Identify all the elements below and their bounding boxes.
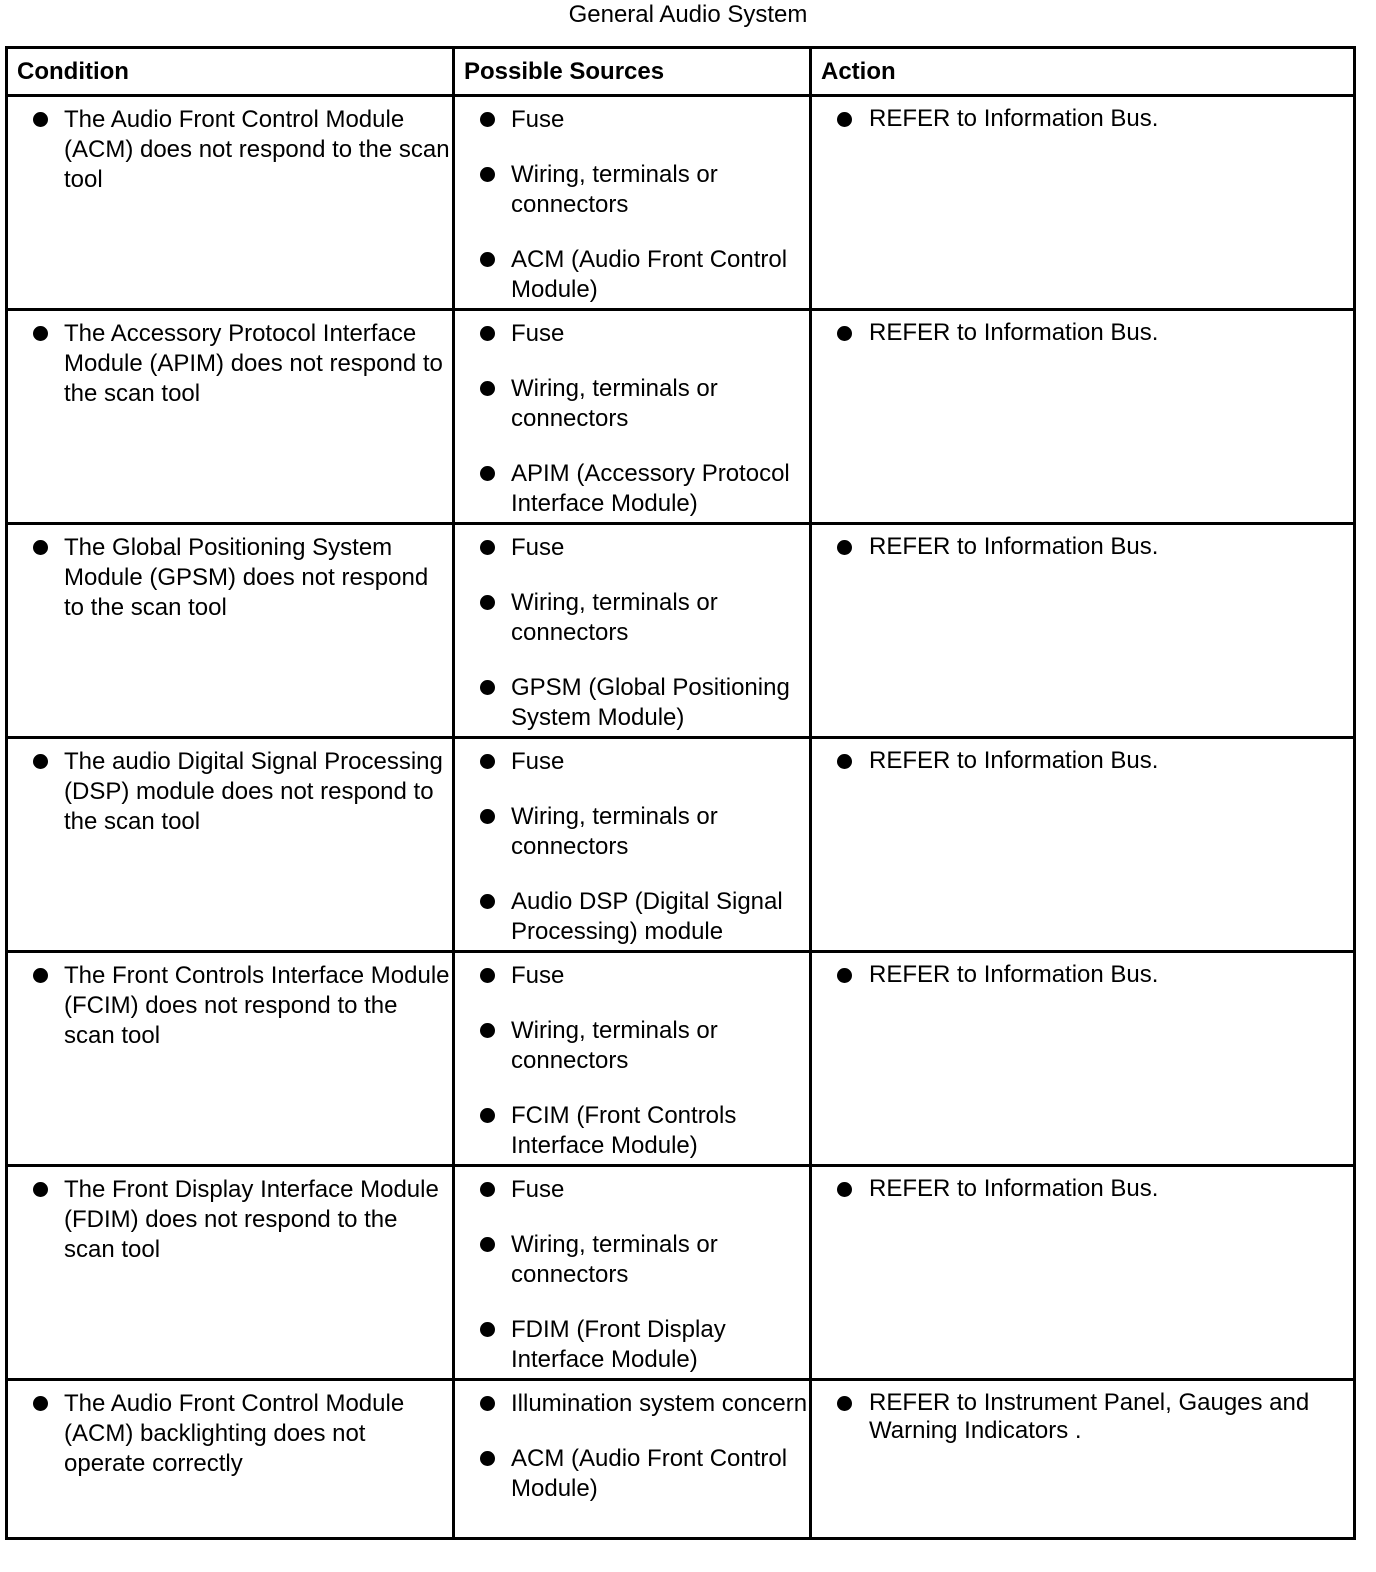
- source-text: Illumination system concern: [511, 1390, 808, 1417]
- table-row: [7, 524, 1355, 738]
- bullet-icon: [480, 326, 495, 341]
- source-text: Wiring, terminals or connectors: [511, 161, 718, 218]
- condition-item: [8, 533, 452, 623]
- sources-cell: [454, 1166, 811, 1380]
- action-link[interactable]: REFER to Information Bus.: [869, 533, 1159, 560]
- bullet-icon: [480, 167, 495, 182]
- source-text: Wiring, terminals or connectors: [511, 1231, 718, 1288]
- condition-item: [8, 1389, 452, 1479]
- action-item: [812, 533, 1353, 561]
- source-item: [455, 1389, 809, 1419]
- bullet-icon: [480, 1396, 495, 1411]
- bullet-icon: [480, 381, 495, 396]
- source-text: Wiring, terminals or connectors: [511, 1017, 718, 1074]
- source-text: Wiring, terminals or connectors: [511, 589, 718, 646]
- source-item: [455, 802, 809, 862]
- bullet-icon: [480, 1451, 495, 1466]
- action-item: [812, 319, 1353, 347]
- table-row: [7, 1166, 1355, 1380]
- source-item: [455, 105, 809, 135]
- condition-cell: [7, 96, 454, 310]
- diagnostic-table: [5, 46, 1356, 1540]
- column-header-action: Action: [811, 48, 1355, 96]
- sources-cell: [454, 524, 811, 738]
- source-item: [455, 374, 809, 434]
- column-header-possible-sources: Possible Sources: [454, 48, 811, 96]
- source-text: Wiring, terminals or connectors: [511, 803, 718, 860]
- bullet-icon: [480, 595, 495, 610]
- source-item: [455, 533, 809, 563]
- condition-cell: [7, 310, 454, 524]
- condition-cell: [7, 952, 454, 1166]
- source-item: [455, 673, 809, 733]
- action-cell: [811, 310, 1355, 524]
- bullet-icon: [33, 1396, 48, 1411]
- table-header-row: [7, 48, 1355, 96]
- bullet-icon: [480, 1322, 495, 1337]
- source-item: [455, 1016, 809, 1076]
- condition-text: The Front Controls Interface Module (FCIM) does not respond to the scan tool: [64, 962, 450, 1049]
- page-title: General Audio System: [568, 1, 808, 28]
- bullet-icon: [837, 1396, 852, 1411]
- source-item: [455, 887, 809, 947]
- bullet-icon: [480, 1237, 495, 1252]
- source-text: APIM (Accessory Protocol Interface Module): [511, 460, 790, 517]
- source-text: Fuse: [511, 1176, 565, 1203]
- sources-cell: [454, 1380, 811, 1539]
- table-row: [7, 310, 1355, 524]
- column-header-condition: Condition: [7, 48, 454, 96]
- table-row: [7, 952, 1355, 1166]
- action-link[interactable]: REFER to Information Bus.: [869, 319, 1159, 346]
- condition-text: The Accessory Protocol Interface Module (APIM) does not respond to the scan tool: [64, 320, 443, 407]
- condition-text: The Global Positioning System Module (GPSM) does not respond to the scan tool: [64, 534, 429, 621]
- bullet-icon: [33, 754, 48, 769]
- source-item: [455, 1230, 809, 1290]
- sources-cell: [454, 738, 811, 952]
- bullet-icon: [480, 1023, 495, 1038]
- condition-text: The Audio Front Control Module (ACM) backlighting does not operate correctly: [64, 1390, 405, 1477]
- action-link[interactable]: REFER to Information Bus.: [869, 747, 1159, 774]
- source-item: [455, 1101, 809, 1161]
- sources-cell: [454, 310, 811, 524]
- action-item: [812, 105, 1353, 133]
- source-item: [455, 747, 809, 777]
- source-text: Fuse: [511, 320, 565, 347]
- bullet-icon: [33, 1182, 48, 1197]
- source-item: [455, 1315, 809, 1375]
- bullet-icon: [480, 112, 495, 127]
- source-text: FDIM (Front Display Interface Module): [511, 1316, 726, 1373]
- source-item: [455, 459, 809, 519]
- source-item: [455, 245, 809, 305]
- action-cell: [811, 738, 1355, 952]
- bullet-icon: [480, 1182, 495, 1197]
- source-text: ACM (Audio Front Control Module): [511, 246, 788, 303]
- source-item: [455, 961, 809, 991]
- action-link[interactable]: REFER to Information Bus.: [869, 105, 1159, 132]
- source-item: [455, 1444, 809, 1504]
- bullet-icon: [480, 540, 495, 555]
- condition-cell: [7, 1166, 454, 1380]
- action-cell: [811, 1380, 1355, 1539]
- action-item: [812, 961, 1353, 989]
- bullet-icon: [33, 540, 48, 555]
- bullet-icon: [837, 326, 852, 341]
- bullet-icon: [837, 1182, 852, 1197]
- source-text: Audio DSP (Digital Signal Processing) module: [511, 888, 783, 945]
- bullet-icon: [837, 968, 852, 983]
- action-link[interactable]: REFER to Instrument Panel, Gauges and Warning Indicators .: [869, 1389, 1310, 1444]
- table-row: [7, 96, 1355, 310]
- condition-cell: [7, 738, 454, 952]
- bullet-icon: [480, 1108, 495, 1123]
- source-text: Wiring, terminals or connectors: [511, 375, 718, 432]
- action-item: [812, 1175, 1353, 1203]
- action-cell: [811, 96, 1355, 310]
- action-cell: [811, 952, 1355, 1166]
- source-text: Fuse: [511, 748, 565, 775]
- condition-item: [8, 105, 452, 195]
- condition-text: The audio Digital Signal Processing (DSP) module does not respond to the scan tool: [64, 748, 443, 835]
- condition-cell: [7, 1380, 454, 1539]
- condition-text: The Front Display Interface Module (FDIM) does not respond to the scan tool: [64, 1176, 439, 1263]
- condition-cell: [7, 524, 454, 738]
- bullet-icon: [480, 252, 495, 267]
- sources-cell: [454, 96, 811, 310]
- condition-item: [8, 961, 452, 1051]
- condition-text: The Audio Front Control Module (ACM) does not respond to the scan tool: [64, 106, 450, 193]
- action-cell: [811, 1166, 1355, 1380]
- bullet-icon: [837, 112, 852, 127]
- source-text: Fuse: [511, 534, 565, 561]
- condition-item: [8, 747, 452, 837]
- source-text: Fuse: [511, 962, 565, 989]
- bullet-icon: [33, 326, 48, 341]
- source-item: [455, 319, 809, 349]
- table-row: [7, 738, 1355, 952]
- bullet-icon: [837, 754, 852, 769]
- bullet-icon: [480, 680, 495, 695]
- bullet-icon: [480, 968, 495, 983]
- source-text: Fuse: [511, 106, 565, 133]
- action-link[interactable]: REFER to Information Bus.: [869, 1175, 1159, 1202]
- bullet-icon: [480, 894, 495, 909]
- action-item: [812, 747, 1353, 775]
- sources-cell: [454, 952, 811, 1166]
- bullet-icon: [33, 112, 48, 127]
- bullet-icon: [33, 968, 48, 983]
- bullet-icon: [480, 466, 495, 481]
- condition-item: [8, 319, 452, 409]
- bullet-icon: [480, 754, 495, 769]
- source-text: GPSM (Global Positioning System Module): [511, 674, 790, 731]
- bullet-icon: [480, 809, 495, 824]
- bullet-icon: [837, 540, 852, 555]
- source-item: [455, 1175, 809, 1205]
- table-row: [7, 1380, 1355, 1539]
- action-link[interactable]: REFER to Information Bus.: [869, 961, 1159, 988]
- condition-item: [8, 1175, 452, 1265]
- action-item: [812, 1389, 1353, 1445]
- action-cell: [811, 524, 1355, 738]
- source-text: FCIM (Front Controls Interface Module): [511, 1102, 737, 1159]
- source-text: ACM (Audio Front Control Module): [511, 1445, 788, 1502]
- source-item: [455, 588, 809, 648]
- source-item: [455, 160, 809, 220]
